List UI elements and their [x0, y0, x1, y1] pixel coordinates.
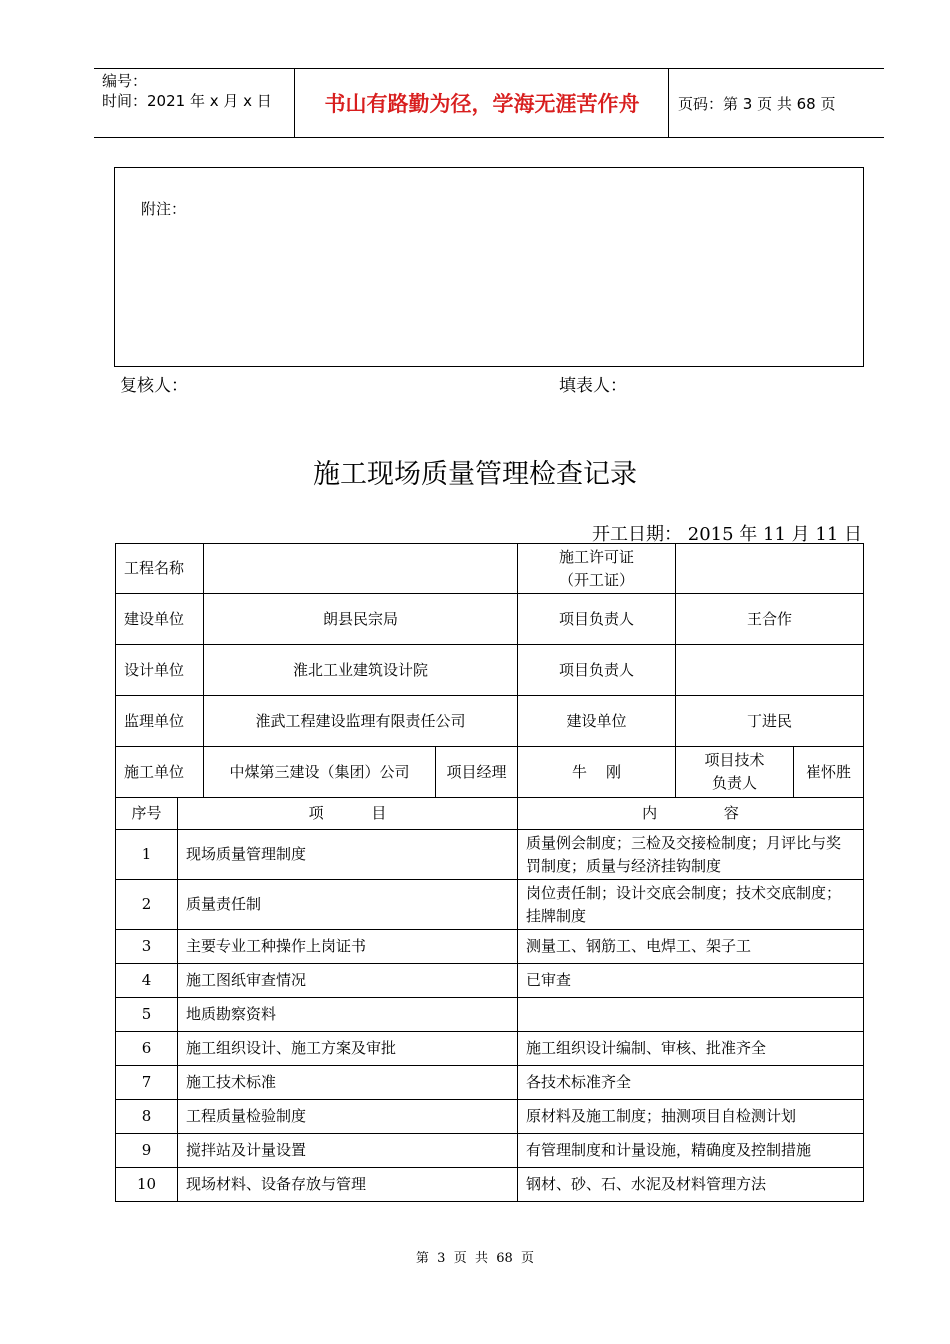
item-no: 9: [116, 1134, 178, 1168]
constr-unit-label: 施工单位: [116, 747, 204, 798]
permit-label: [518, 544, 676, 594]
col-header-item: 项 目: [178, 798, 518, 830]
table-row: [116, 1066, 864, 1100]
permit-label-line: （开工证）: [559, 570, 635, 589]
item-content: 施工组织设计编制、审核、批准齐全: [518, 1032, 864, 1066]
table-row: [116, 594, 864, 645]
project-name-label: 工程名称: [116, 544, 204, 594]
col-header-content: 内 容: [518, 798, 864, 830]
header-motto: 书山有路勤为径，学海无涯苦作舟: [324, 92, 640, 116]
table-row: [116, 544, 864, 594]
header-divider: [668, 69, 669, 137]
project-name-value: [204, 544, 518, 594]
supervise-unit-value: 淮武工程建设监理有限责任公司: [204, 696, 518, 747]
item-no: 2: [116, 880, 178, 930]
permit-value: [676, 544, 864, 594]
table-row: [116, 998, 864, 1032]
tech-lead-label-line: 负责人: [712, 774, 758, 792]
build-lead-label: 项目负责人: [518, 594, 676, 645]
item-name: 工程质量检验制度: [178, 1100, 518, 1134]
table-row: [116, 830, 864, 880]
item-content: 岗位责任制；设计交底会制度；技术交底制度；挂牌制度: [518, 880, 864, 930]
table-row: [116, 747, 864, 798]
table-row: [116, 1134, 864, 1168]
constr-unit-value: 中煤第三建设（集团）公司: [204, 747, 436, 798]
item-content: 质量例会制度；三检及交接检制度；月评比与奖罚制度；质量与经济挂钩制度: [518, 830, 864, 880]
notes-label: 附注：: [141, 200, 187, 218]
col-header-seq: 序号: [116, 798, 178, 830]
item-content: 原材料及施工制度；抽测项目自检测计划: [518, 1100, 864, 1134]
design-unit-label: 设计单位: [116, 645, 204, 696]
table-row: [116, 1168, 864, 1202]
pm-value: 牛 刚: [518, 747, 676, 798]
item-content: 有管理制度和计量设施，精确度及控制措施: [518, 1134, 864, 1168]
start-date: 开工日期： 2015 年 11 月 11 日: [592, 524, 862, 545]
item-no: 8: [116, 1100, 178, 1134]
page-footer: 第 3 页 共 68 页: [415, 1251, 535, 1266]
pm-label: 项目经理: [436, 747, 518, 798]
item-no: 10: [116, 1168, 178, 1202]
supervise-build-value: 丁进民: [676, 696, 864, 747]
reviewer-label: 复核人：: [120, 376, 188, 396]
permit-label-line: 施工许可证: [559, 547, 635, 566]
item-content: 各技术标准齐全: [518, 1066, 864, 1100]
build-unit-value: 朗县民宗局: [204, 594, 518, 645]
item-name: 地质勘察资料: [178, 998, 518, 1032]
item-no: 4: [116, 964, 178, 998]
item-no: 1: [116, 830, 178, 880]
item-no: 5: [116, 998, 178, 1032]
item-name: 现场材料、设备存放与管理: [178, 1168, 518, 1202]
doc-number-label: 编号：: [102, 72, 148, 90]
item-content: [518, 998, 864, 1032]
table-row: [116, 964, 864, 998]
tech-lead-label-line: 项目技术: [704, 751, 765, 769]
tech-lead-label: [676, 747, 794, 798]
table-row: [116, 645, 864, 696]
table-row: [116, 1032, 864, 1066]
table-row: [116, 696, 864, 747]
item-name: 施工图纸审查情况: [178, 964, 518, 998]
table-row: [116, 1100, 864, 1134]
item-name: 现场质量管理制度: [178, 830, 518, 880]
item-no: 7: [116, 1066, 178, 1100]
item-name: 质量责任制: [178, 880, 518, 930]
table-header-row: [116, 798, 864, 830]
item-no: 6: [116, 1032, 178, 1066]
build-unit-label: 建设单位: [116, 594, 204, 645]
supervise-build-label: 建设单位: [518, 696, 676, 747]
table-row: [116, 930, 864, 964]
item-name: 施工组织设计、施工方案及审批: [178, 1032, 518, 1066]
header-divider: [294, 69, 295, 137]
item-no: 3: [116, 930, 178, 964]
item-name: 主要专业工种操作上岗证书: [178, 930, 518, 964]
notes-box: [114, 167, 864, 367]
design-unit-value: 淮北工业建筑设计院: [204, 645, 518, 696]
table-row: [116, 880, 864, 930]
record-title: 施工现场质量管理检查记录: [313, 459, 637, 490]
build-lead-value: 王合作: [676, 594, 864, 645]
item-content: 已审查: [518, 964, 864, 998]
header-page-label: 页码：第 3 页 共 68 页: [678, 95, 836, 113]
filler-label: 填表人：: [559, 376, 627, 396]
design-lead-value: [676, 645, 864, 696]
supervise-unit-label: 监理单位: [116, 696, 204, 747]
item-content: 测量工、钢筋工、电焊工、架子工: [518, 930, 864, 964]
item-name: 搅拌站及计量设置: [178, 1134, 518, 1168]
tech-lead-value: 崔怀胜: [794, 747, 864, 798]
inspection-record-table: [115, 543, 864, 1202]
item-name: 施工技术标准: [178, 1066, 518, 1100]
item-content: 钢材、砂、石、水泥及材料管理方法: [518, 1168, 864, 1202]
doc-time-label: 时间：2021 年 x 月 x 日: [102, 92, 272, 110]
design-lead-label: 项目负责人: [518, 645, 676, 696]
page-header: [94, 68, 884, 138]
header-meta: [102, 71, 272, 111]
